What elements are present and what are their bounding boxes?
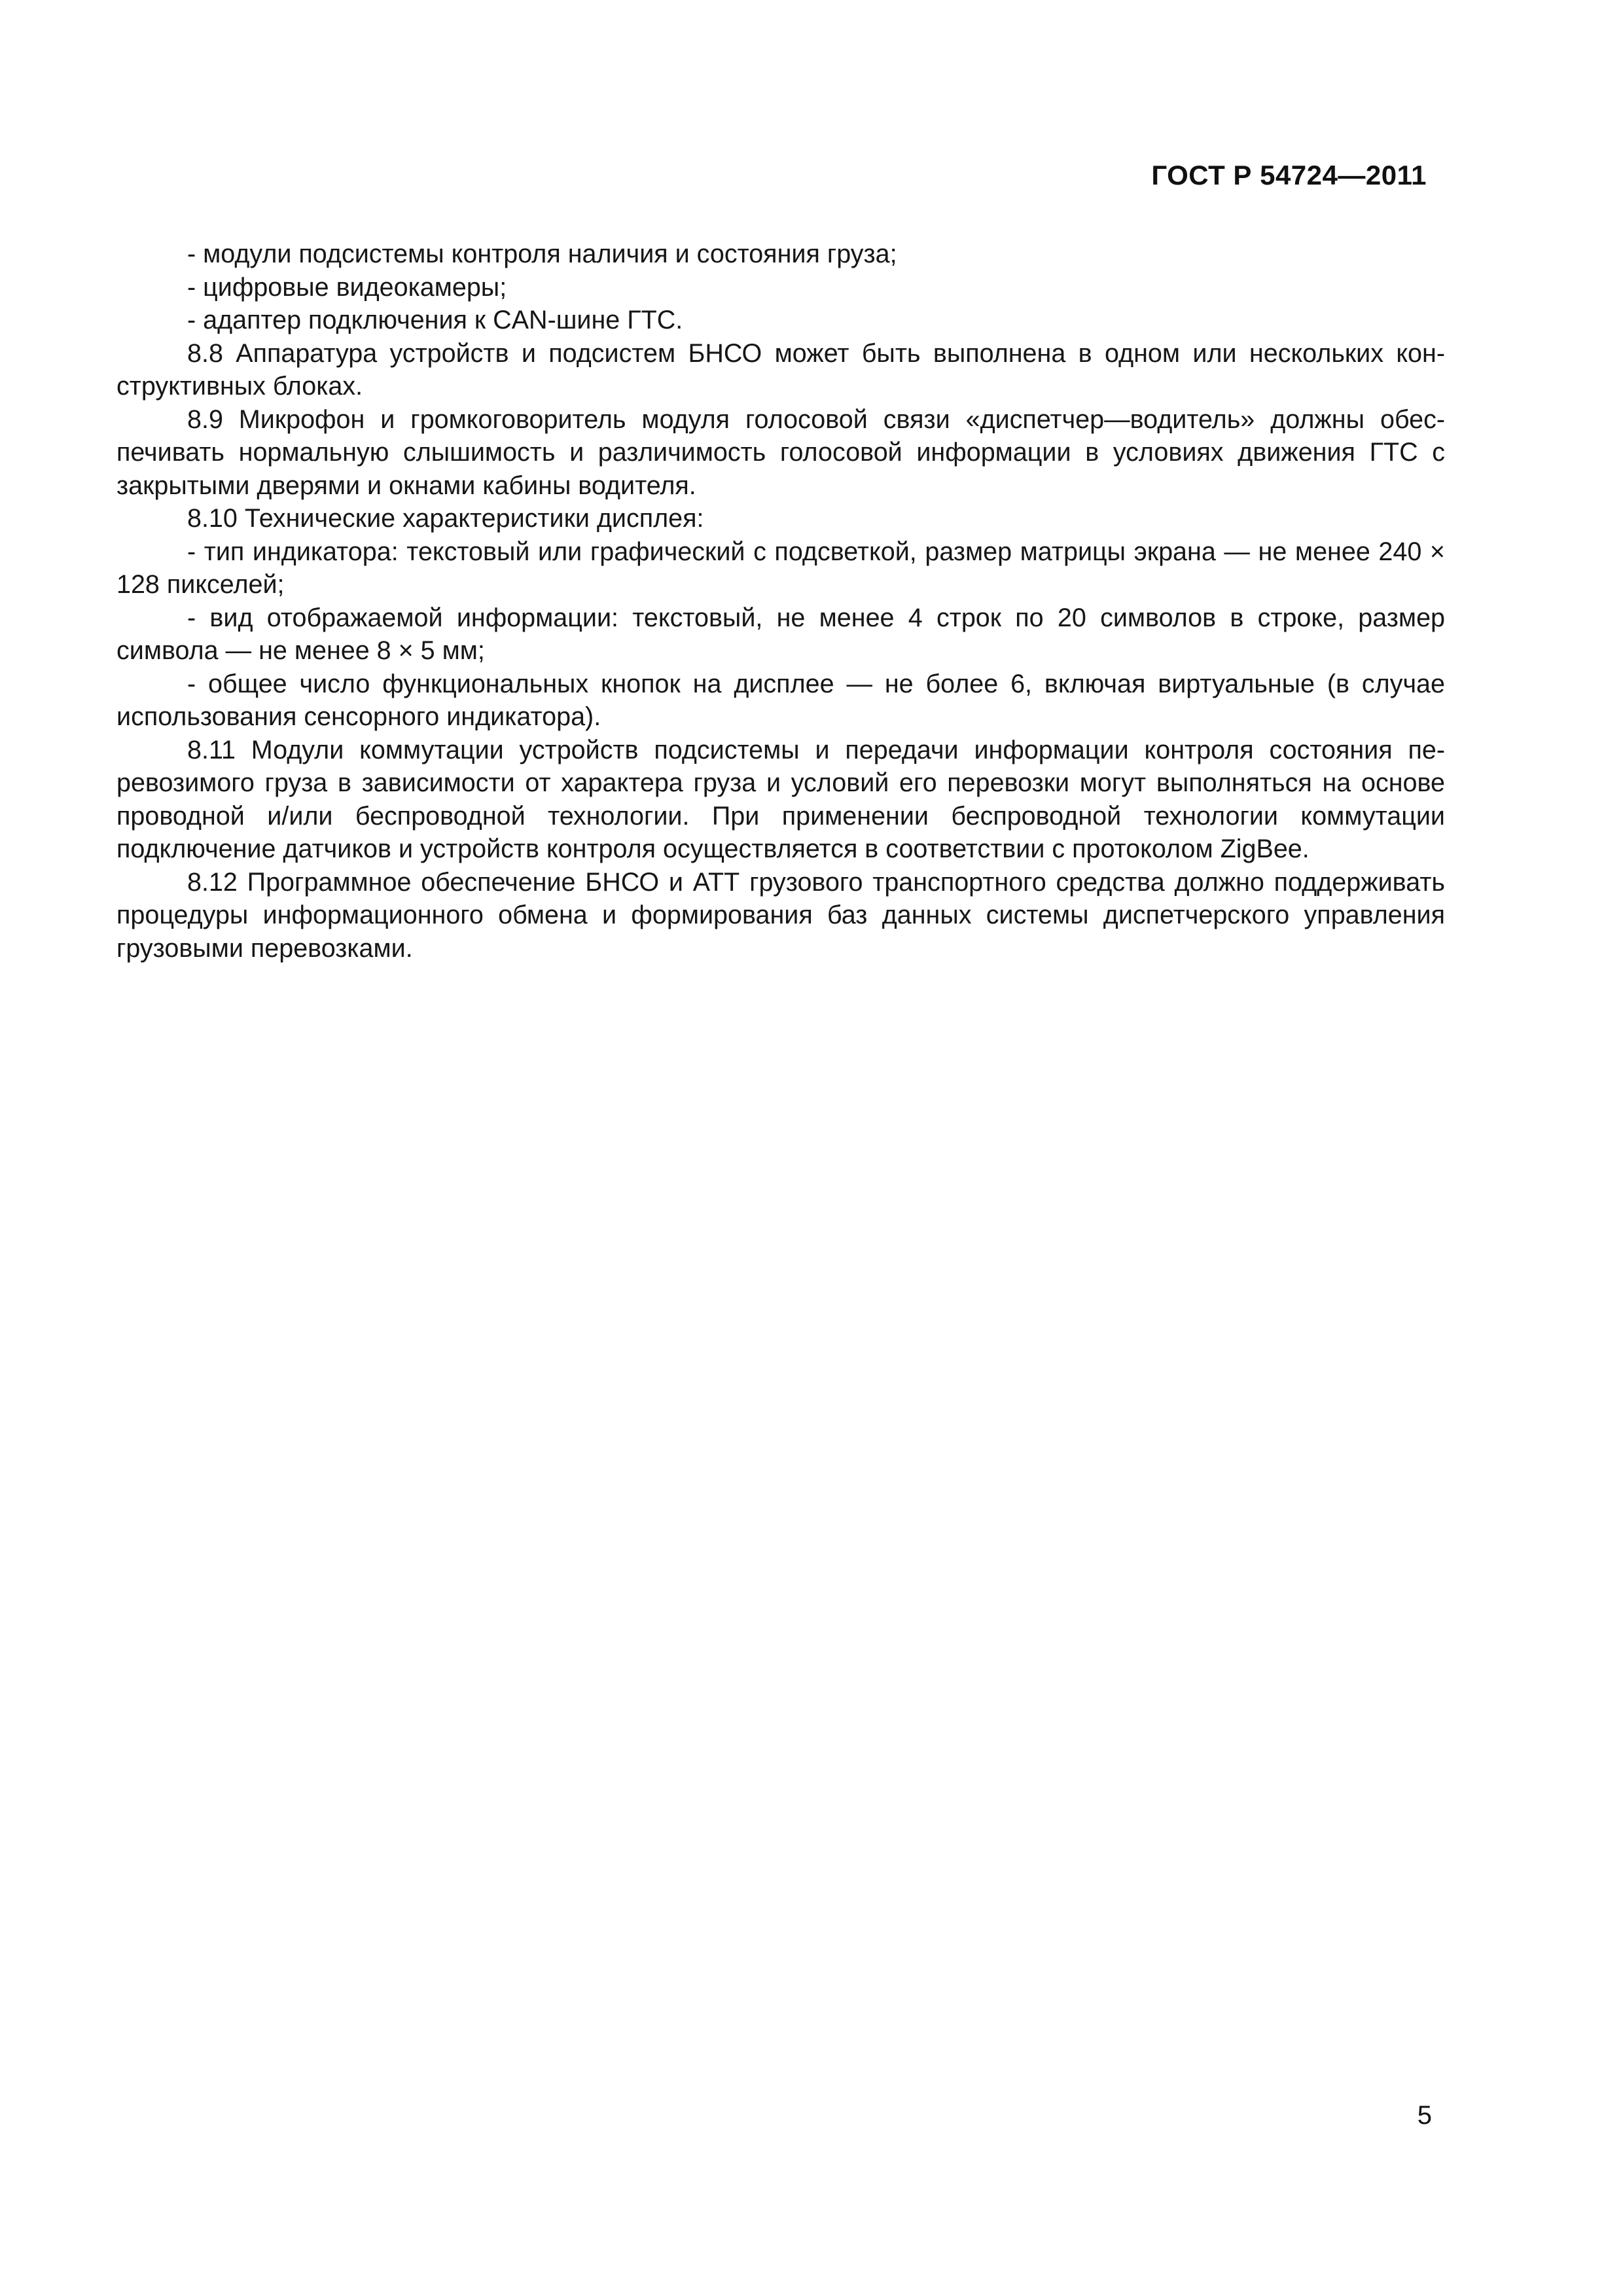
page-number: 5 (1417, 2101, 1432, 2130)
list-item-cargo-control-modules: - модули подсистемы контроля наличия и состояния груза; (187, 240, 897, 268)
clause-8-11: 8.11 Модули коммутации устройств подсистемы и передачи информации контроля состояния перевозимого груза в зависимости от характера груза и условий его перевозки могут выполняться на основе проводной и/или беспроводной технологии. При применении беспроводной технологии коммутации подключение датчиков и устройств контроля осуществляется в соответствии с протоколом ZigBee. (116, 735, 1445, 863)
list-item-display-info: - вид отображаемой информации: текстовый, не менее 4 строк по 20 символов в строке, размер символа — не менее 8 × 5 мм; (116, 603, 1445, 665)
clause-8-12: 8.12 Программное обеспечение БНСО и АТТ грузового транспортного средства должно поддерживать процедуры информационного обмена и формирования баз данных системы диспетчерского управления грузовыми перевозками. (116, 867, 1445, 963)
clause-8-8: 8.8 Аппаратура устройств и подсистем БНСО может быть выполнена в одном или нескольких конструктивных блоках. (116, 338, 1445, 401)
list-item-can-adapter: - адаптер подключения к CAN-шине ГТС. (187, 306, 683, 334)
clause-8-9: 8.9 Микрофон и громкоговоритель модуля голосовой связи «диспетчер—водитель» должны обеспечивать нормальную слышимость и различимость голосовой информации в условиях движения ГТС с закрытыми дверями и окнами кабины водителя. (116, 404, 1445, 500)
document-header-code: ГОСТ Р 54724—2011 (1151, 160, 1427, 190)
list-item-indicator-type: - тип индикатора: текстовый или графический с подсветкой, размер матрицы экрана — не менее 240 × 128 пикселей; (116, 537, 1445, 599)
clause-8-10: 8.10 Технические характеристики дисплея: (187, 504, 704, 533)
list-item-buttons-count: - общее число функциональных кнопок на дисплее — не более 6, включая виртуальные (в случае использования сенсорного индикатора). (116, 669, 1445, 731)
list-item-digital-cameras: - цифровые видеокамеры; (187, 272, 507, 302)
document-body (116, 238, 1445, 965)
